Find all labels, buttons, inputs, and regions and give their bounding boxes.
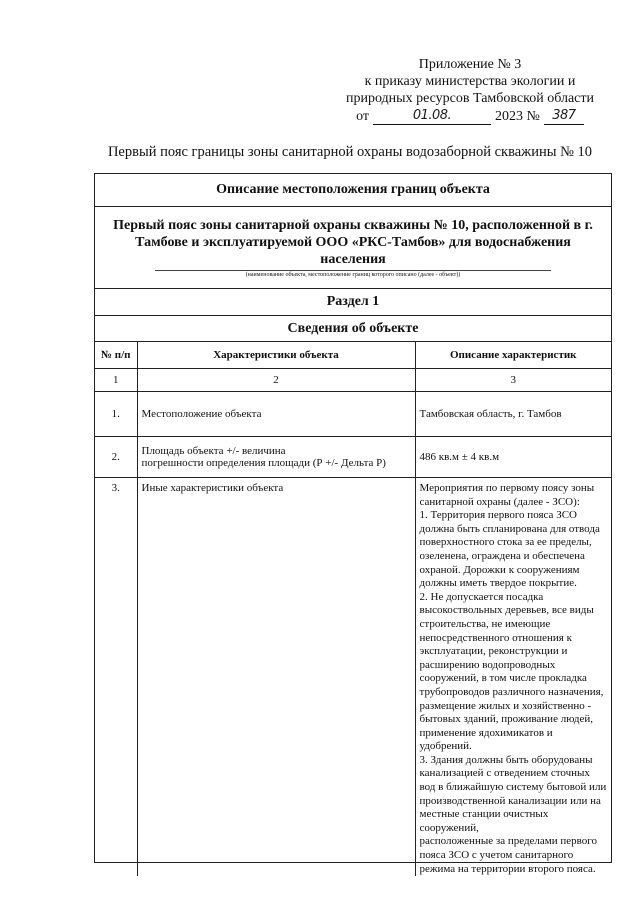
table-header-row (95, 342, 611, 369)
description-paragraph: 3. Здания должны быть оборудованы канализацией с отведением сточных вод в ближайшую систему бытовой или производственной канализации или на местные станции очистных сооружений, (419, 753, 607, 834)
row-number: 2. (95, 437, 137, 478)
description-paragraph: 2. Не допускается посадка высокоствольных деревьев, все виды строительства, не имеющие непосредственного отношения к эксплуатации, реконструкции и расширению водопроводных сооружений, в том числе прокладка трубопроводов различного назначения, размещение жилых и хозяйственно - бытовых зданий, проживание людей, применение ядохимикатов и удобрений. (419, 590, 604, 753)
appendix-ministry-line: природных ресурсов Тамбовской области (345, 91, 595, 106)
appendix-order-line: к приказу министерства экологии и (364, 74, 576, 89)
column-header-description: Описание характеристик (415, 342, 611, 369)
row-description (415, 478, 611, 877)
band-title: Описание местоположения границ объекта (95, 174, 611, 207)
section-title: Раздел 1 (95, 288, 611, 316)
column-header-num: № п/п (95, 342, 137, 369)
column-number: 3 (415, 369, 611, 392)
order-year-label: 2023 № (495, 109, 540, 124)
row-characteristic: Местоположение объекта (137, 392, 415, 437)
object-name-note: (наименование объекта, местоположение границ которого описано (далее - объект)) (155, 270, 551, 288)
object-name: Первый пояс зоны санитарной охраны скважины № 10, расположенной в г. Тамбове и эксплуатируемой ООО «РКС-Тамбов» для водоснабжения населения (113, 218, 593, 267)
order-number-field (544, 107, 584, 125)
appendix-number: Приложение № 3 (418, 57, 522, 72)
handwritten-date: 01.08. (412, 108, 452, 123)
object-info-grid (95, 342, 611, 876)
row-description: 486 кв.м ± 4 кв.м (415, 437, 611, 478)
row-characteristic: Иные характеристики объекта (137, 478, 415, 877)
from-label: от (356, 109, 370, 124)
column-number-row (95, 369, 611, 392)
document-title: Первый пояс границы зоны санитарной охраны водозаборной скважины № 10 (107, 144, 593, 160)
description-paragraph: Мероприятия по первому поясу зоны санитарной охраны (далее - ЗСО): (419, 482, 595, 508)
row-number: 3. (95, 478, 137, 877)
object-name-block (95, 207, 611, 288)
column-number: 2 (137, 369, 415, 392)
section-subtitle: Сведения об объекте (95, 316, 611, 342)
order-date-field (373, 107, 491, 125)
table-row (95, 437, 611, 478)
handwritten-number: 387 (552, 108, 576, 123)
row-characteristic-line: погрешности определения площади (Р +/- Дельта Р) (141, 457, 386, 469)
table-row (95, 478, 611, 877)
description-paragraph: расположенные за пределами первого пояса ЗСО с учетом санитарного режима на территории второго пояса. (419, 835, 598, 875)
column-header-characteristic: Характеристики объекта (137, 342, 415, 369)
row-number: 1. (95, 392, 137, 437)
row-characteristic (137, 437, 415, 478)
row-description: Тамбовская область, г. Тамбов (415, 392, 611, 437)
boundary-description-table (94, 173, 612, 875)
table-row (95, 392, 611, 437)
description-paragraph: 1. Территория первого пояса ЗСО должна быть спланирована для отвода поверхностного стока за ее пределы, озеленена, ограждена и обеспечена охраной. Дорожки к сооружениям должны иметь твердое покрытие. (419, 509, 600, 590)
order-date-line (320, 107, 620, 125)
row-characteristic-line: Площадь объекта +/- величина (141, 445, 286, 457)
column-number: 1 (95, 369, 137, 392)
appendix-header (320, 56, 620, 125)
